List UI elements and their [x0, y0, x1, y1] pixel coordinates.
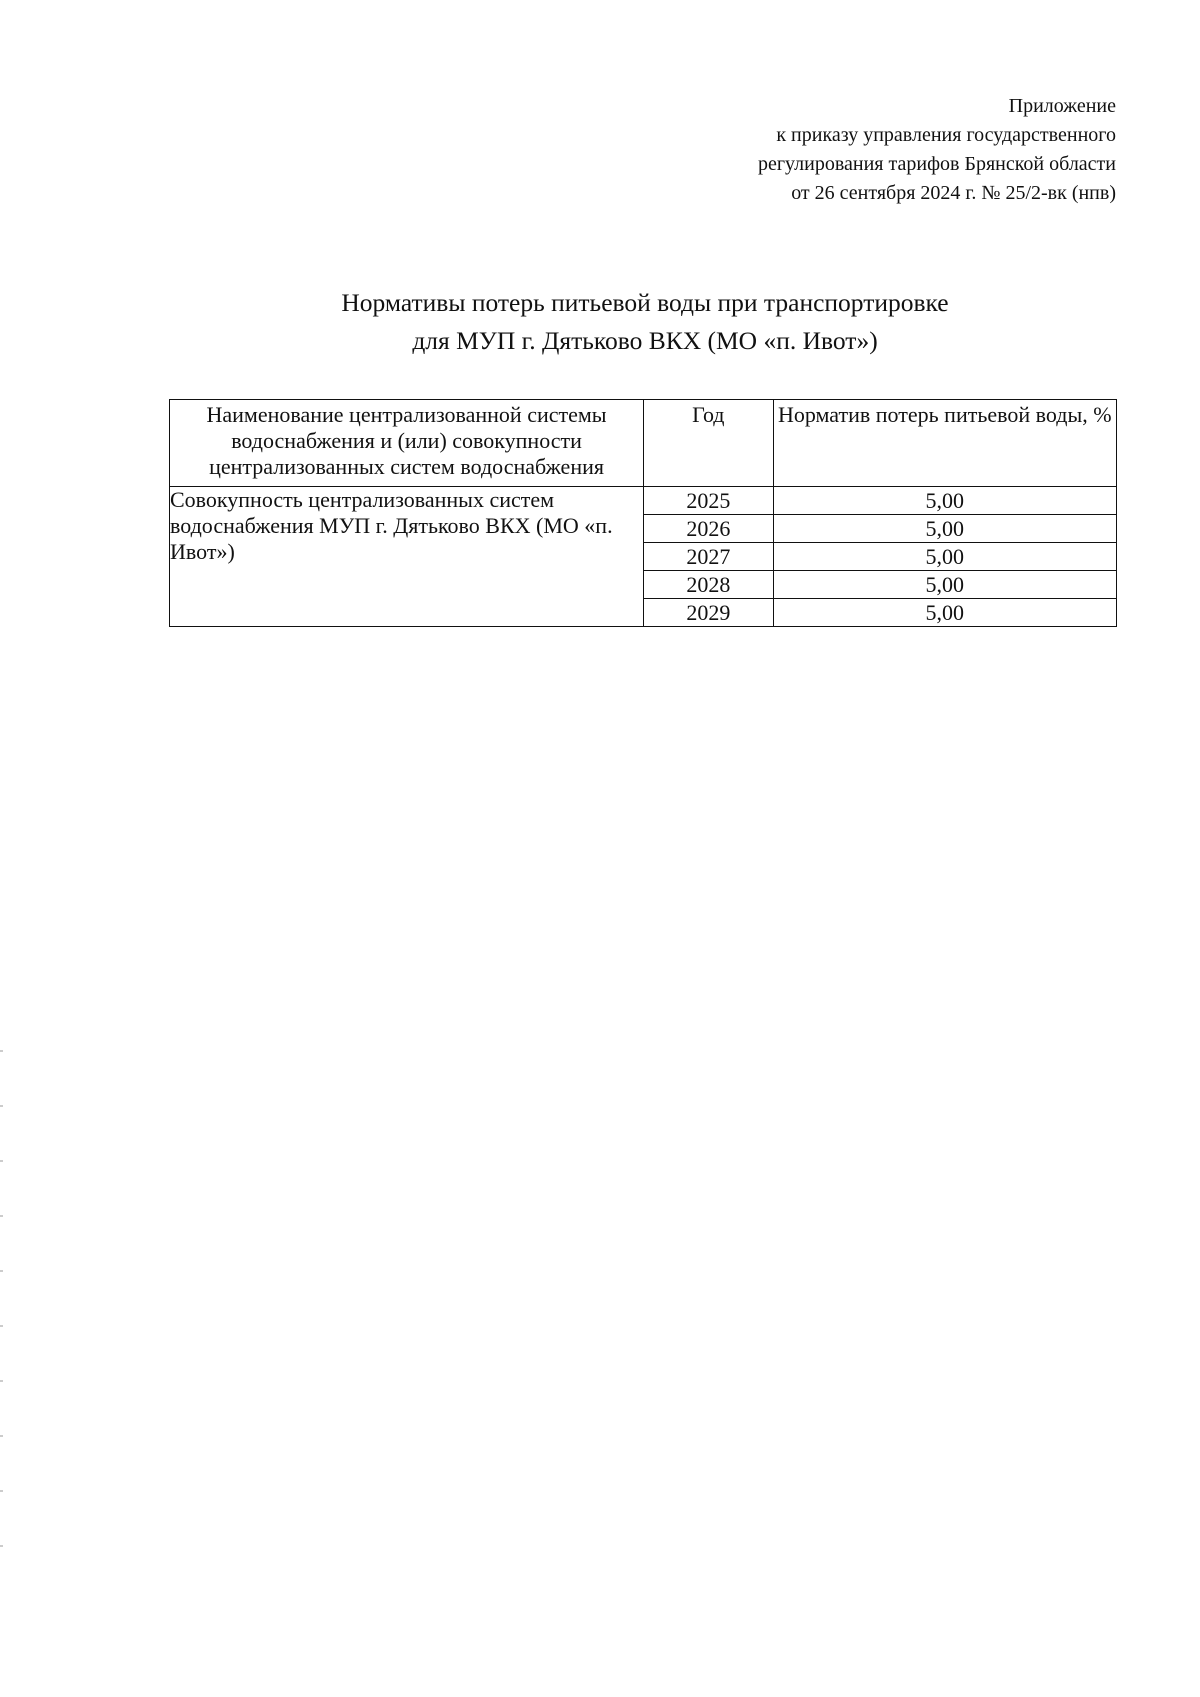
title-line-2: для МУП г. Дятьково ВКХ (МО «п. Ивот»): [412, 326, 878, 355]
year-cell: 2028: [644, 571, 773, 599]
appendix-date-number-line: от 26 сентября 2024 г. № 25/2-вк (нпв): [791, 182, 1116, 204]
norm-cell: 5,00: [773, 515, 1116, 543]
appendix-authority-line: регулирования тарифов Брянской области: [757, 153, 1116, 175]
header-norm: Норматив потерь питьевой воды, %: [773, 400, 1116, 487]
header-year: Год: [644, 400, 773, 487]
appendix-title: Приложение: [1008, 95, 1116, 117]
year-cell: 2027: [644, 543, 773, 571]
norm-cell: 5,00: [773, 543, 1116, 571]
scan-edge-marks: [0, 1050, 3, 1550]
document-title: [0, 284, 1200, 360]
year-cell: 2029: [644, 599, 773, 627]
system-name-cell: Совокупность централизованных систем водоснабжения МУП г. Дятьково ВКХ (МО «п. Ивот»): [170, 487, 644, 627]
norm-cell: 5,00: [773, 487, 1116, 515]
title-line-1: Нормативы потерь питьевой воды при транспортировке: [341, 288, 949, 317]
header-system-name: Наименование централизованной системы водоснабжения и (или) совокупности централизованных систем водоснабжения: [170, 400, 644, 487]
table-header-row: [170, 400, 1117, 487]
table-row: [170, 487, 1117, 515]
appendix-order-line: к приказу управления государственного: [776, 124, 1116, 146]
norm-cell: 5,00: [773, 599, 1116, 627]
water-loss-norms-table: [169, 399, 1117, 627]
year-cell: 2026: [644, 515, 773, 543]
appendix-block: [516, 92, 1116, 208]
year-cell: 2025: [644, 487, 773, 515]
norm-cell: 5,00: [773, 571, 1116, 599]
